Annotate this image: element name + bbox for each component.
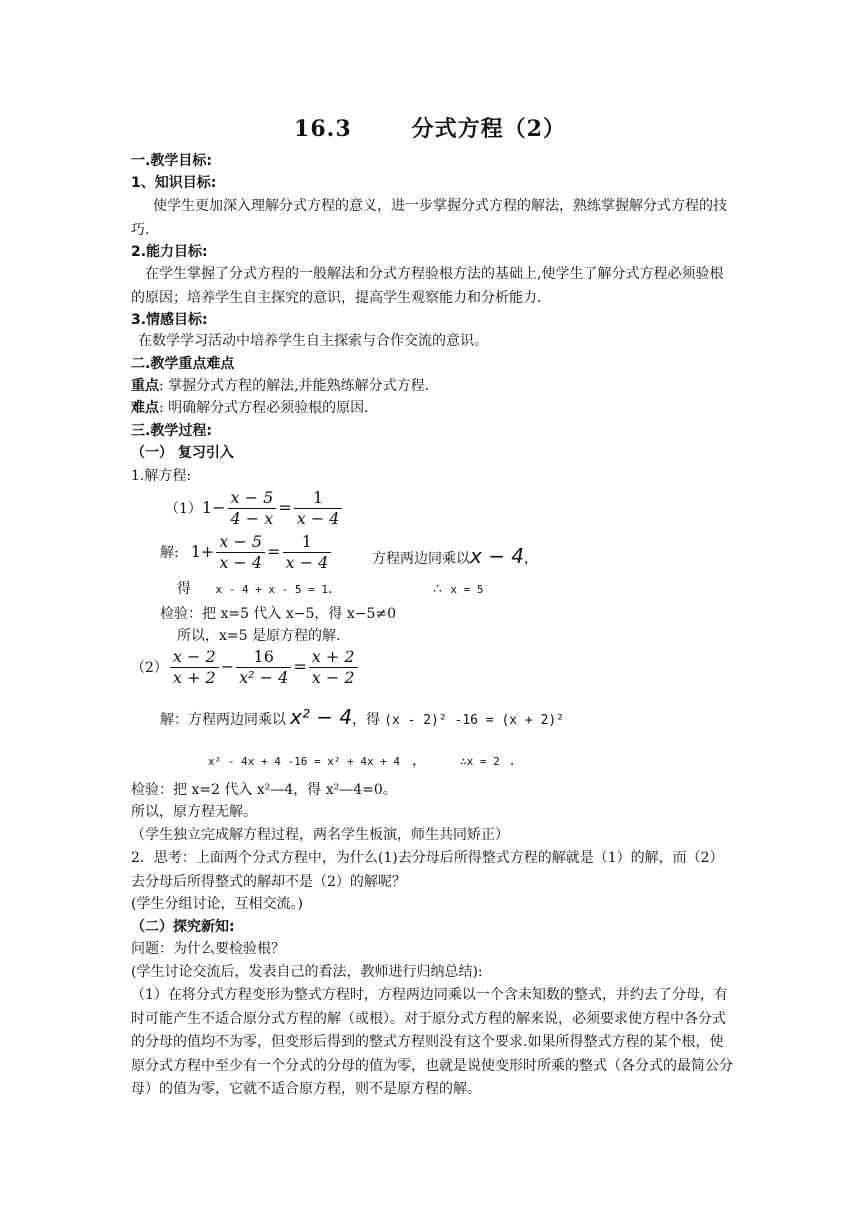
get1-expr: x - 4 + x - 5 = 1 xyxy=(215,583,329,596)
sol2-expr: (x - 2)² -16 = (x + 2)² xyxy=(384,713,565,728)
eq1-fraction-left: $\frac{x - 5}{4 - x}$ xyxy=(228,488,277,529)
sol1-fraction-right: $\frac{1}{x - 4}$ xyxy=(283,532,332,573)
note-3: (学生讨论交流后，发表自己的看法，教师进行归纳总结): xyxy=(131,964,483,980)
sol2b-expr: x² - 4x + 4 -16 = x² + 4x + 4 xyxy=(208,755,401,768)
ability-goal-heading: 2.能力目标: xyxy=(131,244,208,260)
note-1: （学生独立完成解方程过程，两名学生板演，师生共同矫正） xyxy=(131,827,509,843)
eq2-fraction-3: $\frac{x + 2}{x - 2}$ xyxy=(309,647,358,688)
emotion-goal-heading: 3.情感目标: xyxy=(131,312,208,328)
title-number: 16.3 xyxy=(294,116,352,142)
equation-2: （2） $\frac{x - 2}{x + 2}$ − $\frac{16}{\text{x² − 4}}$ = $\frac{x + 2}{x - 2}$ xyxy=(131,647,360,688)
eq2-label: （2） xyxy=(131,660,168,676)
focus-line xyxy=(131,375,429,397)
check-2: 检验：把 x=2 代入 x²—4，得 x²—4=0。 xyxy=(131,782,397,798)
difficulty-line xyxy=(131,397,369,419)
think-question: 2．思考：上面两个分式方程中，为什么(1)去分母后所得整式方程的解就是（1）的解，而（2）去分母后所得整式的解却不是（2）的解呢？ xyxy=(131,850,724,890)
title-text: 分式方程（2） xyxy=(411,116,566,142)
sol2b-result: ∴x = 2 xyxy=(460,755,500,768)
focus-label: 重点 xyxy=(131,378,159,394)
eq1-fraction-right: $\frac{1}{x - 4}$ xyxy=(294,488,343,529)
note-2: (学生分组讨论，互相交流。) xyxy=(131,896,303,912)
eq1-lead: 1− xyxy=(201,498,226,517)
explore-heading: （二）探究新知: xyxy=(131,919,235,935)
solution-1-note: 方程两边同乘以x − 4， xyxy=(372,544,539,568)
so-2: 所以，原方程无解。 xyxy=(131,804,257,820)
check-1: 检验：把 x=5 代入 x−5，得 x−5≠0 xyxy=(160,606,397,622)
get1-result: x = 5 xyxy=(450,583,484,596)
sol1-label: 解: xyxy=(160,545,179,561)
get-1-line: 得 x - 4 + x - 5 = 1. ∴ x = 5 xyxy=(177,581,484,597)
so-1: 所以，x=5 是原方程的解. xyxy=(177,628,341,644)
solution-2b: x² - 4x + 4 -16 = x² + 4x + 4 ， ∴x = 2 . xyxy=(208,753,515,769)
section-1-heading: 一.教学目标: xyxy=(131,153,212,169)
difficulty-text: : 明确解分式方程必须验根的原因. xyxy=(159,400,369,416)
review-heading: （一） 复习引入 xyxy=(131,445,234,461)
sol1-multiplier: x − 4 xyxy=(470,544,525,568)
knowledge-goal-heading: 1、知识目标: xyxy=(131,175,217,191)
eq2-fraction-2: $\frac{16}{\text{x² − 4}}$ xyxy=(236,647,291,688)
explanation: （1）在将分式方程变形为整式方程时，方程两边同乘以一个含未知数的整式，并约去了分母，有时可能产生不适合原分式方程的解（或根）。对于原分式方程的解来说，必须要求使方程中各分式的分母的值均不为零，但变形后得到的整式方程则没有这个要求.如果所得整式方程的某个根，使原分式方程中至少有一个分式的分母的值为零，也就是说使变形时所乘的整式（各分式的最简公分母）的值为零，它就不适合原方程，则不是原方程的解。 xyxy=(131,987,733,1097)
page-title xyxy=(0,112,860,143)
question: 问题：为什么要检验根？ xyxy=(131,941,285,957)
section-3-heading: 三.教学过程: xyxy=(131,423,212,439)
ability-goal-text: 在学生掌握了分式方程的一般解法和分式方程验根方法的基础上,使学生了解分式方程必须验根的原因；培养学生自主探究的意识，提高学生观察能力和分析能力. xyxy=(131,266,724,306)
difficulty-label: 难点 xyxy=(131,400,159,416)
solution-1: 解: 1+ $\frac{x - 5}{x - 4}$ = $\frac{1}{x - 4}$ xyxy=(160,532,333,573)
sol2-multiplier: x² − 4 xyxy=(290,705,353,729)
solution-2: 解：方程两边同乘以 x² − 4，得 (x - 2)² -16 = (x + 2)² xyxy=(160,705,565,729)
eq2-fraction-1: $\frac{x - 2}{x + 2}$ xyxy=(170,647,219,688)
section-2-heading: 二.教学重点难点 xyxy=(131,356,235,372)
eq1-label: （1） xyxy=(165,501,202,517)
item-1-label: 1.解方程: xyxy=(131,468,192,484)
knowledge-goal-text: 使学生更加深入理解分式方程的意义，进一步掌握分式方程的解法，熟练掌握解分式方程的技巧. xyxy=(131,198,727,238)
equation-1: （1）1− $\frac{x - 5}{4 - x}$ = $\frac{1}{x - 4}$ xyxy=(165,488,344,529)
sol1-fraction-left: $\frac{x - 5}{x - 4}$ xyxy=(216,532,265,573)
focus-text: : 掌握分式方程的解法,并能熟练解分式方程. xyxy=(159,378,430,394)
emotion-goal-text: 在数学学习活动中培养学生自主探索与合作交流的意识。 xyxy=(138,333,488,349)
